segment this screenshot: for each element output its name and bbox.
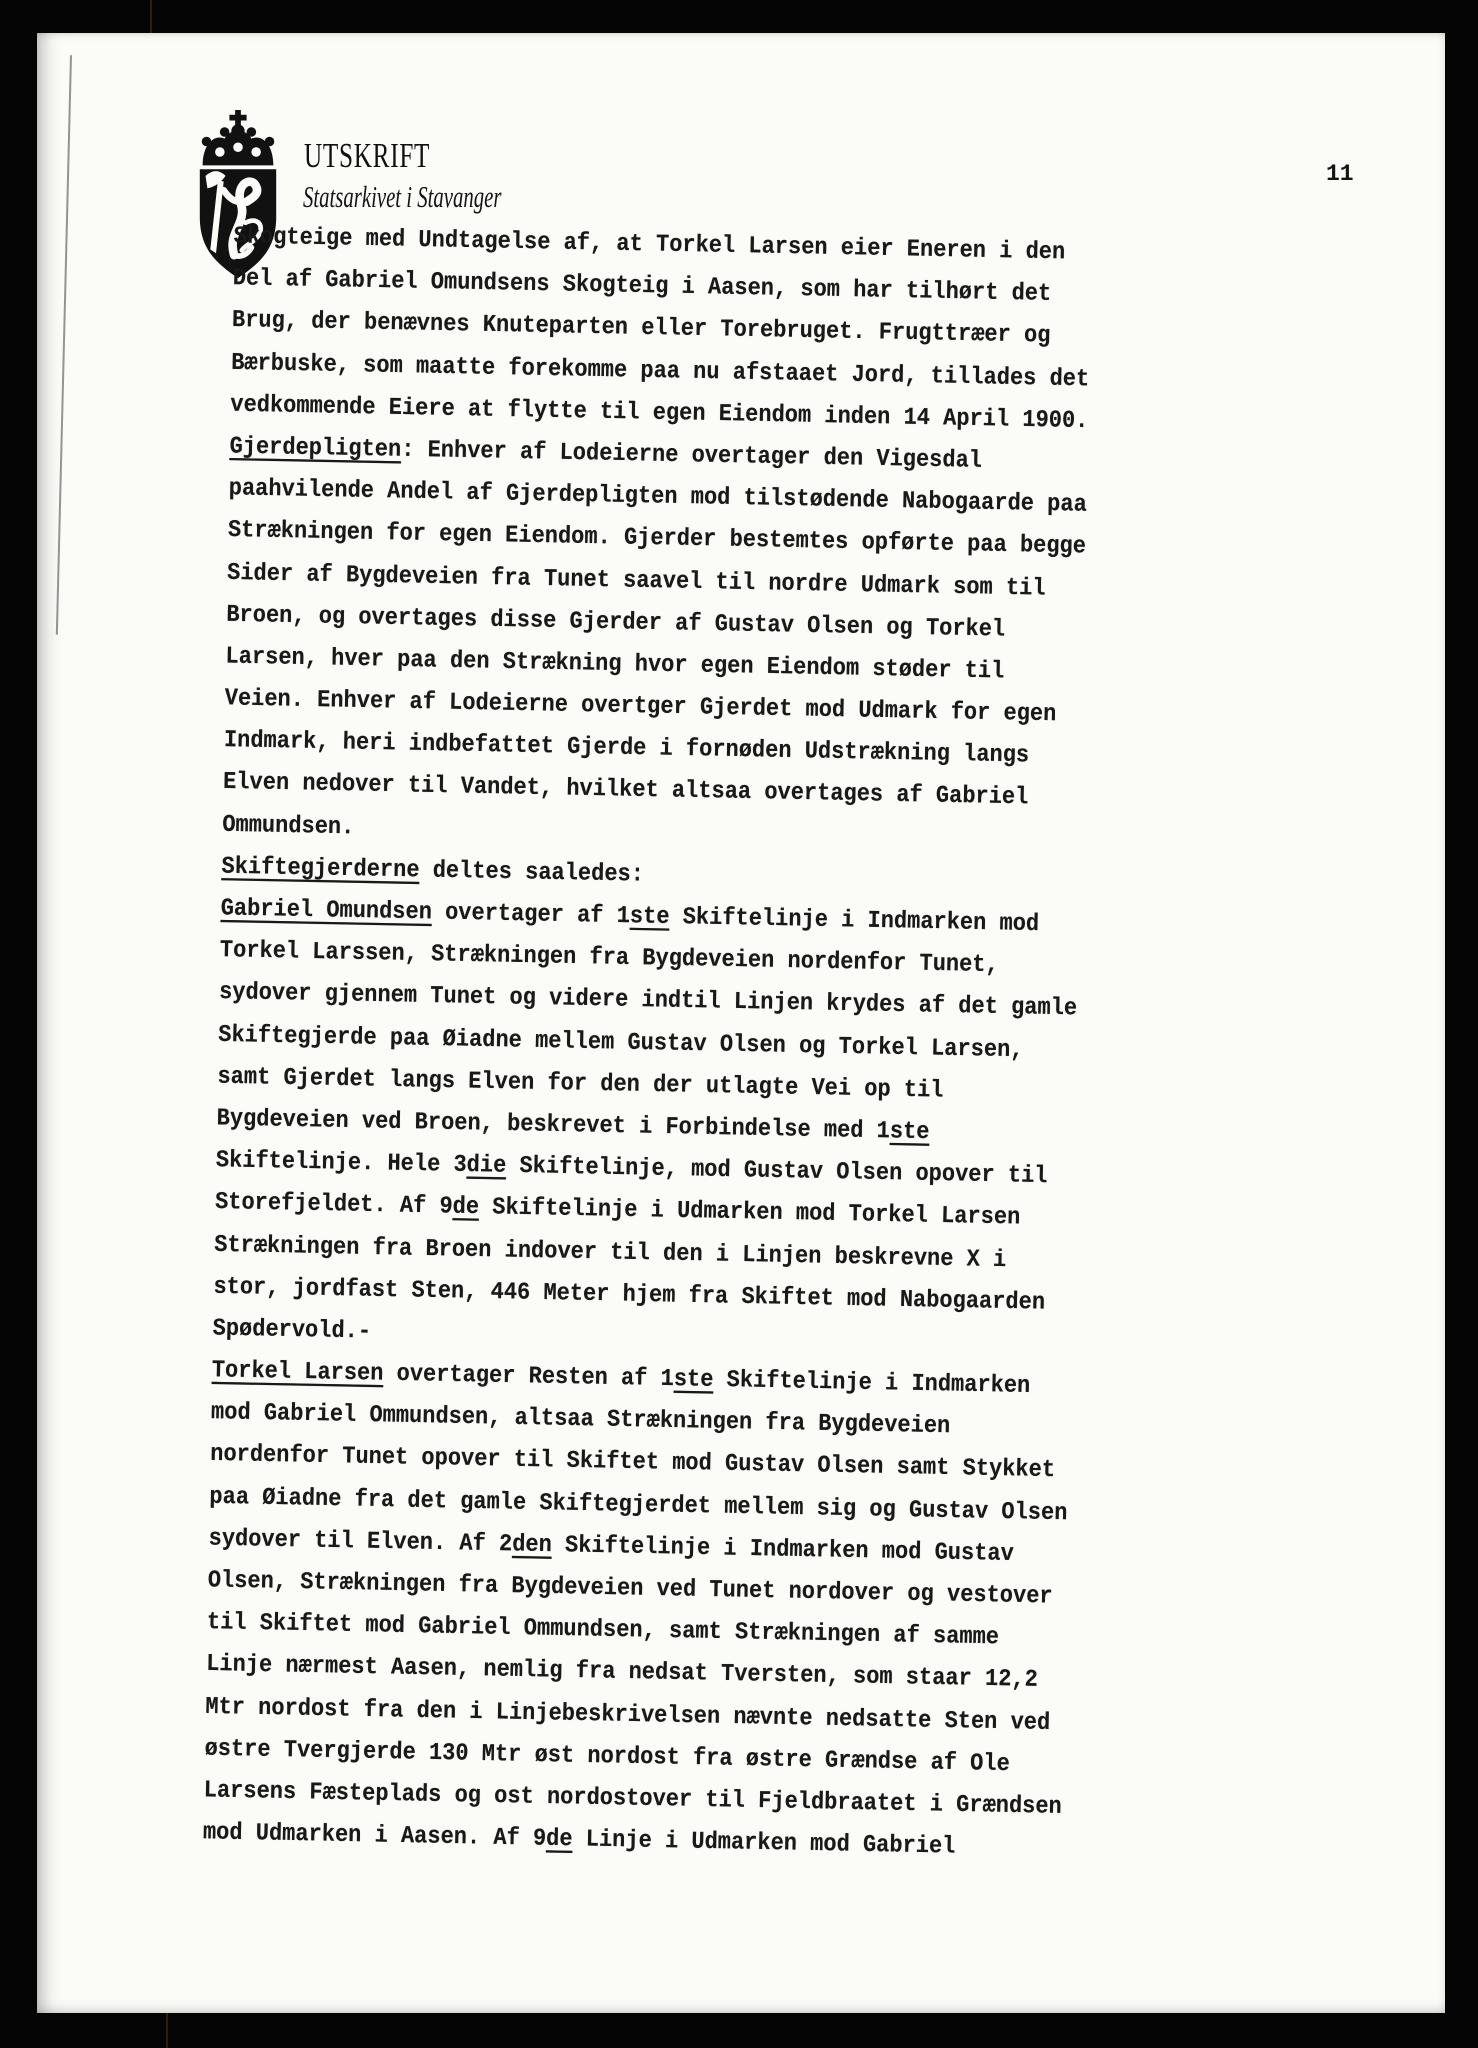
text-segment: mod Gabriel Ommundsen, altsaa Strækningen fra Bygdeveien bbox=[210, 1398, 951, 1441]
underlined-text: Torkel Larsen bbox=[211, 1356, 384, 1388]
text-segment: Larsens Fæsteplads og ost nordostover til Fjeldbraatet i Grændsen bbox=[203, 1776, 1063, 1821]
text-segment: Strækningen fra Broen indover til den i Linjen beskrevne X i bbox=[213, 1230, 1007, 1274]
underlined-text: Gabriel Omundsen bbox=[220, 894, 433, 927]
text-segment: nordenfor Tunet opover til Skiftet mod Gustav Olsen samt Stykket bbox=[209, 1440, 1056, 1485]
text-segment: vedkommende Eiere at flytte til egen Eiendom inden 14 April 1900. bbox=[230, 390, 1089, 435]
text-segment: sydover gjennem Tunet og videre indtil Linjen krydes af det gamle bbox=[218, 978, 1078, 1023]
text-segment: Sider af Bygdeveien fra Tunet saavel til nordre Udmark som til bbox=[226, 558, 1046, 602]
text-segment: Skiftelinje i Indmarken mod Gustav bbox=[551, 1531, 1015, 1568]
text-segment: stor, jordfast Sten, 446 Meter hjem fra Skiftet mod Nabogaarden bbox=[213, 1272, 1046, 1317]
text-segment: mod Udmarken i Aasen. Af 9 bbox=[202, 1818, 547, 1853]
typed-text bbox=[203, 216, 1092, 1870]
text-segment: Skiftelinje, mod Gustav Olsen opover til bbox=[506, 1152, 1048, 1191]
text-segment: Spødervold.- bbox=[212, 1314, 372, 1346]
text-segment: overtager af 1 bbox=[431, 898, 631, 930]
text-segment: Mtr nordost fra den i Linjebeskrivelsen nævnte nedsatte Sten ved bbox=[205, 1692, 1051, 1737]
text-segment: Strækningen for egen Eiendom. Gjerder bestemtes opførte paa begge bbox=[227, 516, 1087, 561]
underlined-text: de bbox=[452, 1193, 480, 1222]
text-segment: Skogteige med Undtagelse af, at Torkel Larsen eier Eneren i den bbox=[233, 222, 1066, 267]
underlined-text: die bbox=[466, 1151, 507, 1180]
text-segment: Skiftegjerde paa Øiadne mellem Gustav Olsen og Torkel Larsen, bbox=[218, 1020, 1024, 1064]
text-segment: østre Tvergjerde 130 Mtr øst nordost fra østre Grændse af Ole bbox=[204, 1734, 1011, 1778]
text-segment: Indmark, heri indbefattet Gjerde i fornøden Udstrækning langs bbox=[223, 726, 1030, 770]
text-segment: Veien. Enhver af Lodeierne overtger Gjerdet mod Udmark for egen bbox=[224, 684, 1057, 729]
text-segment: Skiftelinje i Udmarken mod Torkel Larsen bbox=[478, 1193, 1021, 1232]
text-segment: Del af Gabriel Omundsens Skogteig i Aasen, som har tilhørt det bbox=[232, 264, 1052, 308]
page-number: 11 bbox=[1326, 161, 1354, 187]
text-segment: Skiftelinje i Indmarken bbox=[713, 1366, 1031, 1400]
text-segment: Brug, der benævnes Knuteparten eller Torebruget. Frugttræer og bbox=[231, 306, 1051, 350]
text-segment: : Enhver af Lodeierne overtager den Vigesdal bbox=[400, 435, 983, 475]
text-segment: Linje i Udmarken mod Gabriel bbox=[572, 1825, 956, 1861]
text-segment: samt Gjerdet langs Elven for den der utlagte Vei op til bbox=[217, 1062, 944, 1105]
underlined-text: de bbox=[545, 1825, 573, 1854]
text-segment: Olsen, Strækningen fra Bygdeveien ved Tunet nordover og vestover bbox=[207, 1566, 1053, 1611]
text-segment: Storefjeldet. Af 9 bbox=[214, 1188, 453, 1221]
text-segment: Skiftelinje. Hele 3 bbox=[215, 1146, 467, 1179]
text-segment: Skiftelinje i Indmarken mod bbox=[669, 903, 1040, 938]
underlined-text: ste bbox=[629, 902, 670, 931]
underlined-text: Gjerdepligten bbox=[229, 432, 402, 464]
text-segment: paa Øiadne fra det gamle Skiftegjerdet mellem sig og Gustav Olsen bbox=[209, 1482, 1068, 1527]
underlined-text: ste bbox=[673, 1365, 714, 1394]
text-segment: Ommundsen. bbox=[222, 810, 355, 841]
text-segment: Larsen, hver paa den Strækning hvor egen Eiendom støder til bbox=[225, 642, 1005, 686]
text-segment: Bygdeveien ved Broen, beskrevet i Forbindelse med 1 bbox=[216, 1104, 891, 1145]
text-segment: overtager Resten af 1 bbox=[383, 1359, 675, 1393]
underlined-text: den bbox=[511, 1530, 553, 1559]
stamp-subtitle: Statsarkivet i Stavanger bbox=[303, 179, 502, 214]
scan-streak bbox=[166, 2013, 168, 2048]
stamp-title: UTSKRIFT bbox=[304, 136, 431, 175]
text-segment: paahvilende Andel af Gjerdepligten mod tilstødende Nabogaarde paa bbox=[228, 474, 1088, 519]
underlined-text: ste bbox=[889, 1117, 930, 1146]
text-segment: sydover til Elven. Af 2 bbox=[208, 1524, 513, 1558]
text-segment: Elven nedover til Vandet, hvilket altsaa overtages af Gabriel bbox=[222, 768, 1029, 812]
underlined-text: Skiftegjerderne bbox=[221, 852, 420, 884]
text-segment: Torkel Larssen, Strækningen fra Bygdeveien nordenfor Tunet, bbox=[219, 936, 999, 980]
scan-streak bbox=[150, 0, 152, 33]
text-segment: til Skiftet mod Gabriel Ommundsen, samt Strækningen af samme bbox=[206, 1608, 1000, 1652]
text-segment: Broen, og overtages disse Gjerder af Gustav Olsen og Torkel bbox=[226, 600, 1006, 644]
text-segment: Linje nærmest Aasen, nemlig fra nedsat Tversten, som staar 12,2 bbox=[205, 1650, 1039, 1695]
text-segment: deltes saaledes: bbox=[419, 856, 645, 889]
text-segment: Bærbuske, som maatte forekomme paa nu afstaaet Jord, tillades det bbox=[230, 348, 1090, 393]
